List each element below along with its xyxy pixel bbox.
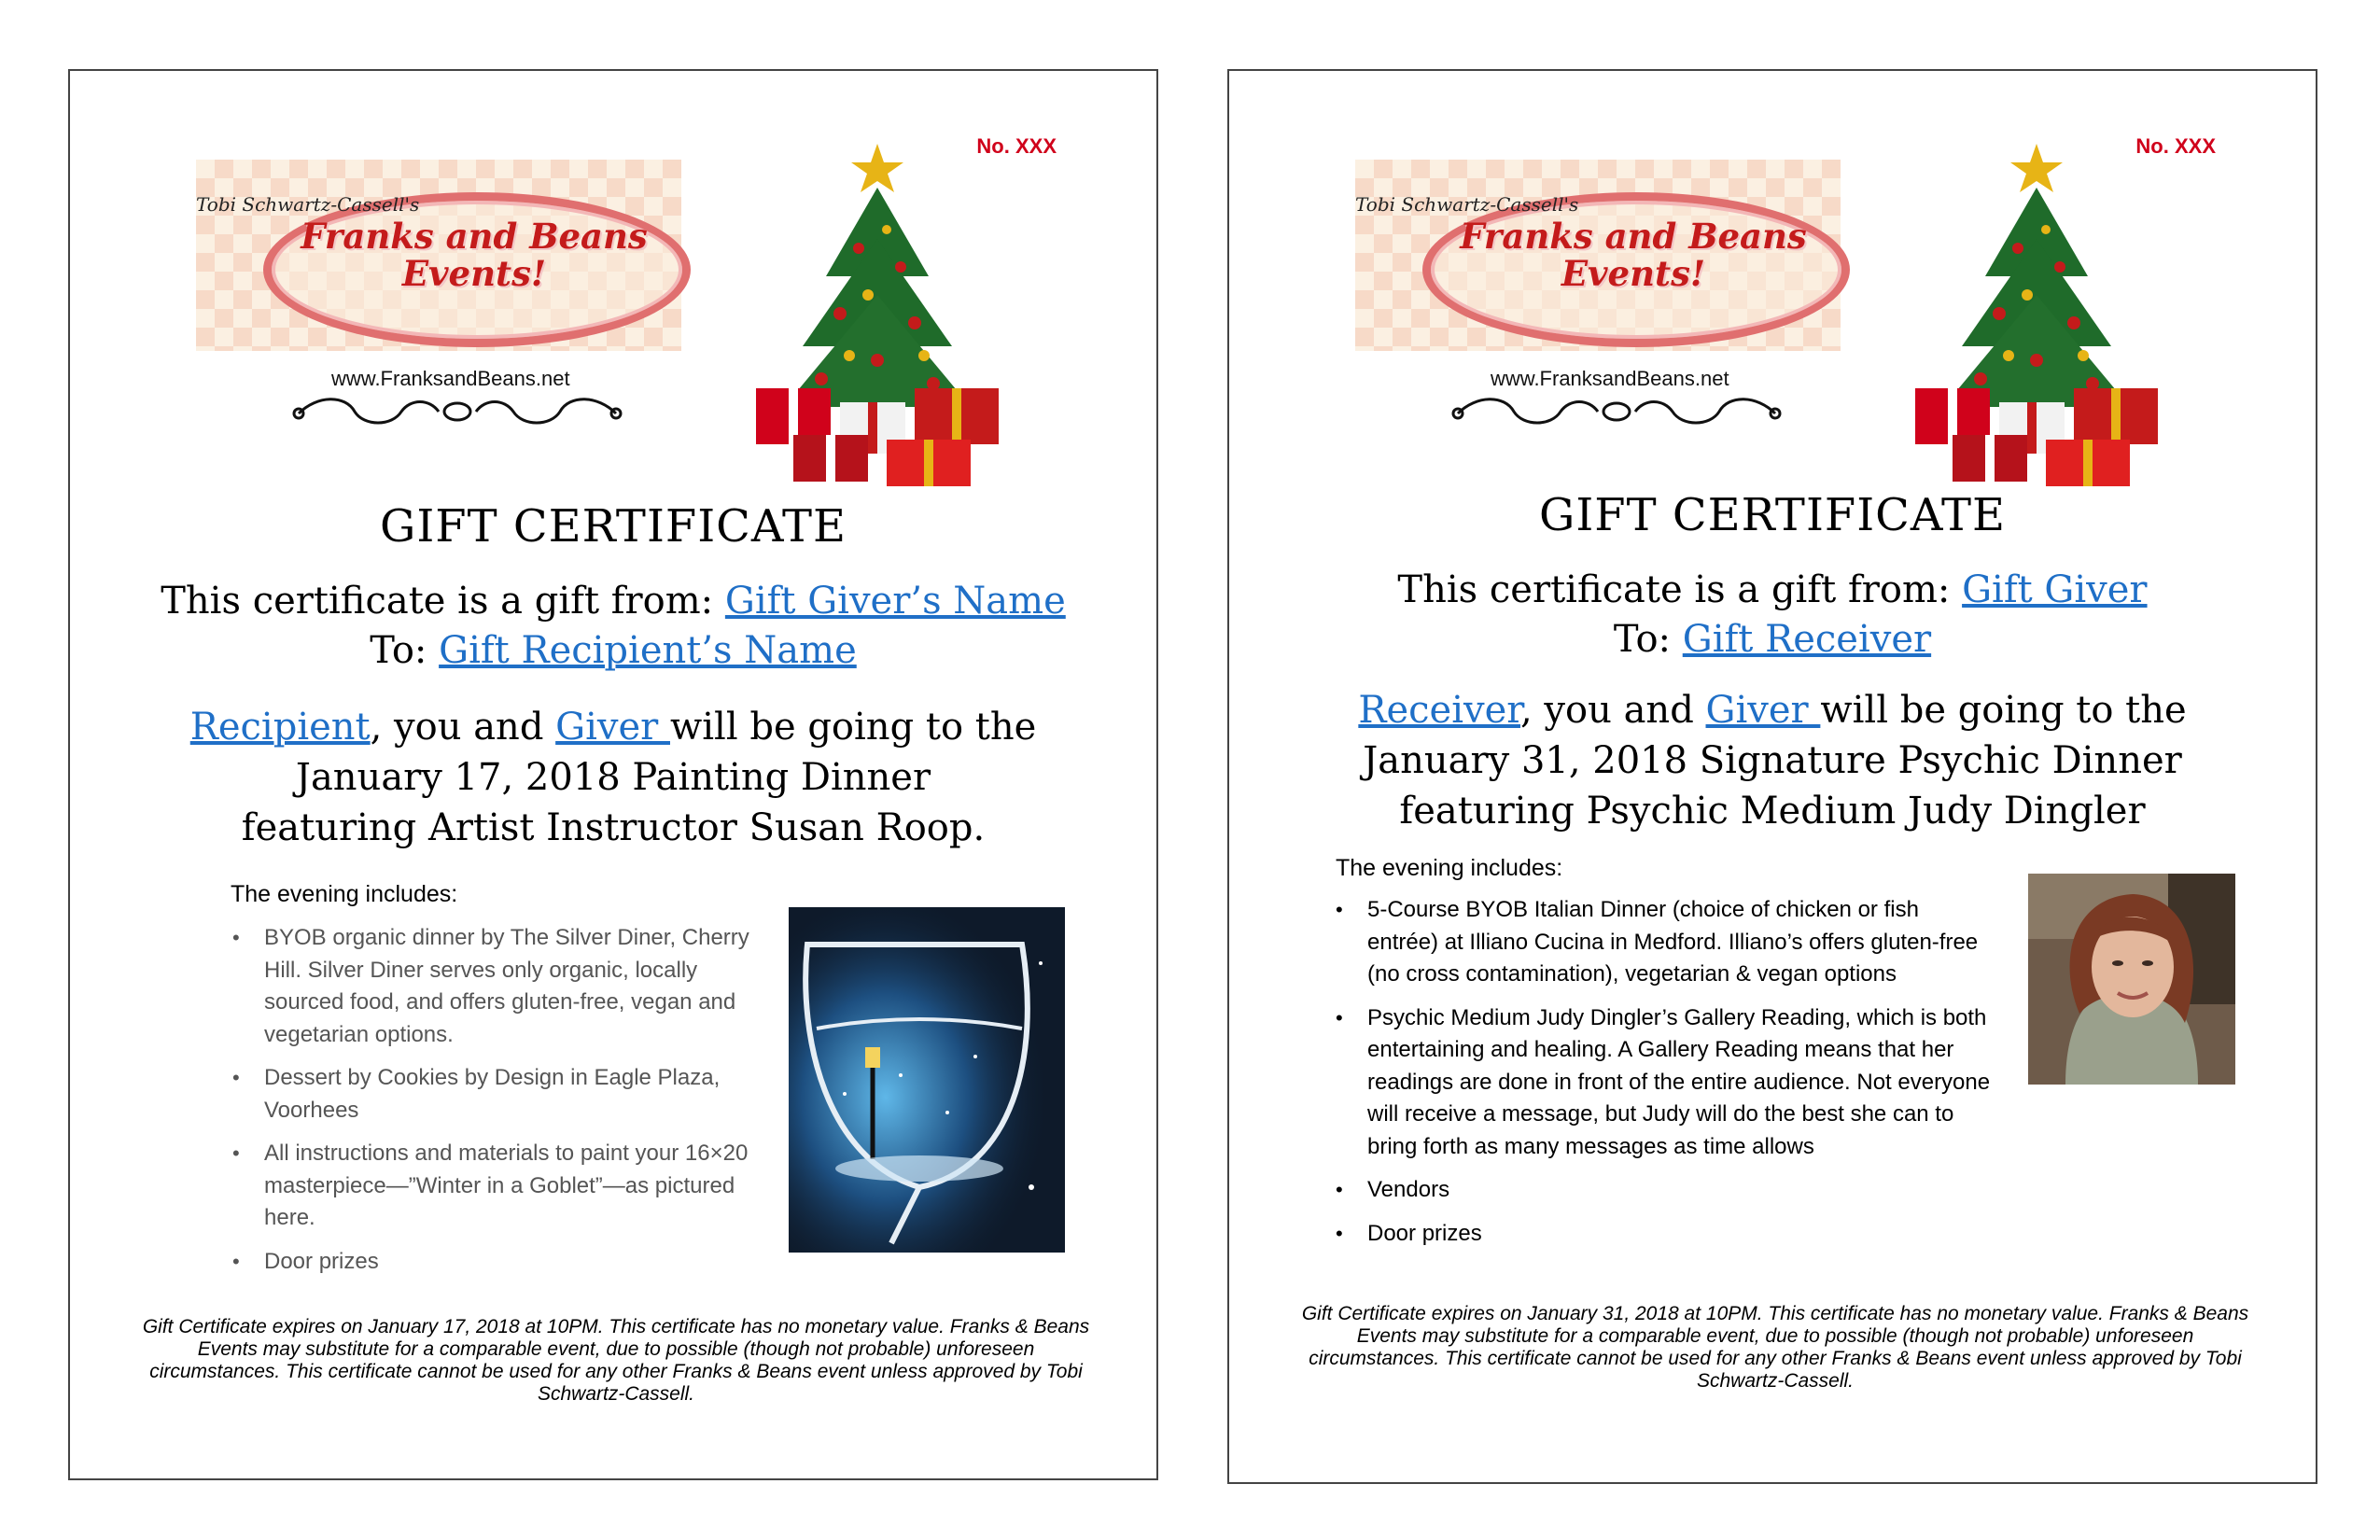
includes-label: The evening includes: <box>231 881 458 907</box>
terms-footer: Gift Certificate expires on January 17, 2018 at 10PM. This certificate has no monetary value. Franks & Beans Events may substitute for a comparable event, due to possible (though not probable) unforeseen circumstances. This certificate cannot be used for any other Franks & Beans event unless approved by Tobi Schwartz-Cassell. <box>142 1316 1090 1405</box>
flourish-icon <box>1449 393 1785 430</box>
gift-giver-name: Gift Giver’s Name <box>724 580 1066 623</box>
includes-list <box>229 922 751 1289</box>
list-item: • 5-Course BYOB Italian Dinner (choice of chicken or fish entrée) at Illiano Cucina in Medford. Illiano’s offers gluten-free (no cross contamination), vegetarian & vegan options <box>1332 894 1993 991</box>
list-item: • Dessert by Cookies by Design in Eagle Plaza, Voorhees <box>229 1062 751 1127</box>
list-item: • All instructions and materials to paint your 16×20 masterpiece—”Winter in a Goblet”—as pictured here. <box>229 1138 751 1235</box>
gift-giver-name: Gift Giver <box>1962 568 2148 611</box>
includes-label: The evening includes: <box>1336 855 1563 881</box>
logo-brand: Franks and Beans Events! <box>301 216 648 294</box>
gift-from-line: This certificate is a gift from: Gift Giver’s Name <box>161 580 1066 623</box>
flourish-icon <box>289 393 625 430</box>
gift-from-line: This certificate is a gift from: Gift Giver <box>1397 568 2148 611</box>
gift-to-line: To: Gift Receiver <box>1613 618 1932 661</box>
list-item: • Door prizes <box>1332 1218 2052 1251</box>
terms-footer: Gift Certificate expires on January 31, 2018 at 10PM. This certificate has no monetary value. Franks & Beans Events may substitute for a comparable event, due to possible (though not probable) unforeseen circumstances. This certificate cannot be used for any other Franks & Beans event unless approved by Tobi Schwartz-Cassell. <box>1301 1303 2249 1392</box>
event-description: Receiver, you and Giver will be going to the January 31, 2018 Signature Psychic Dinner featuring Psychic Medium Judy Dingler <box>1358 689 2187 833</box>
certificate-title: GIFT CERTIFICATE <box>379 500 847 553</box>
event-description: Recipient, you and Giver will be going to the January 17, 2018 Painting Dinner featuring Artist Instructor Susan Roop. <box>189 706 1037 849</box>
gift-to-line: To: Gift Recipient’s Name <box>370 629 857 672</box>
logo-byline: Tobi Schwartz-Cassell's <box>196 193 420 216</box>
list-item: • Psychic Medium Judy Dingler’s Gallery Reading, which is both entertaining and healing. A Gallery Reading means that her readings are done in front of the entire audience. Not everyone will receive a message, but Judy will do the best she can to bring forth as many messages as time allows <box>1332 1002 1993 1164</box>
certificate-right <box>1227 69 2317 1484</box>
franks-and-beans-logo <box>196 160 681 421</box>
christmas-tree-icon <box>737 136 1017 491</box>
certificate-title: GIFT CERTIFICATE <box>1538 489 2006 541</box>
judy-dingler-photo <box>2028 874 2235 1085</box>
list-item: • BYOB organic dinner by The Silver Diner, Cherry Hill. Silver Diner serves only organic, locally sourced food, and offers gluten-free, vegan and vegetarian options. <box>229 922 751 1051</box>
winter-goblet-painting <box>789 907 1065 1253</box>
list-item: • Vendors <box>1332 1174 2052 1207</box>
logo-byline: Tobi Schwartz-Cassell's <box>1355 193 1579 216</box>
gift-recipient-name: Gift Recipient’s Name <box>439 629 857 672</box>
website-url: www.FranksandBeans.net <box>1491 367 1729 390</box>
gift-recipient-name: Gift Receiver <box>1682 618 1932 661</box>
certificate-number: No. XXX <box>976 134 1057 158</box>
christmas-tree-icon <box>1897 136 2177 491</box>
certificate-left <box>68 69 1158 1480</box>
list-item: • Door prizes <box>229 1246 751 1279</box>
franks-and-beans-logo <box>1355 160 1841 421</box>
includes-list <box>1332 894 2052 1261</box>
logo-brand: Franks and Beans Events! <box>1460 216 1807 294</box>
certificate-number: No. XXX <box>2135 134 2216 158</box>
website-url: www.FranksandBeans.net <box>331 367 570 390</box>
